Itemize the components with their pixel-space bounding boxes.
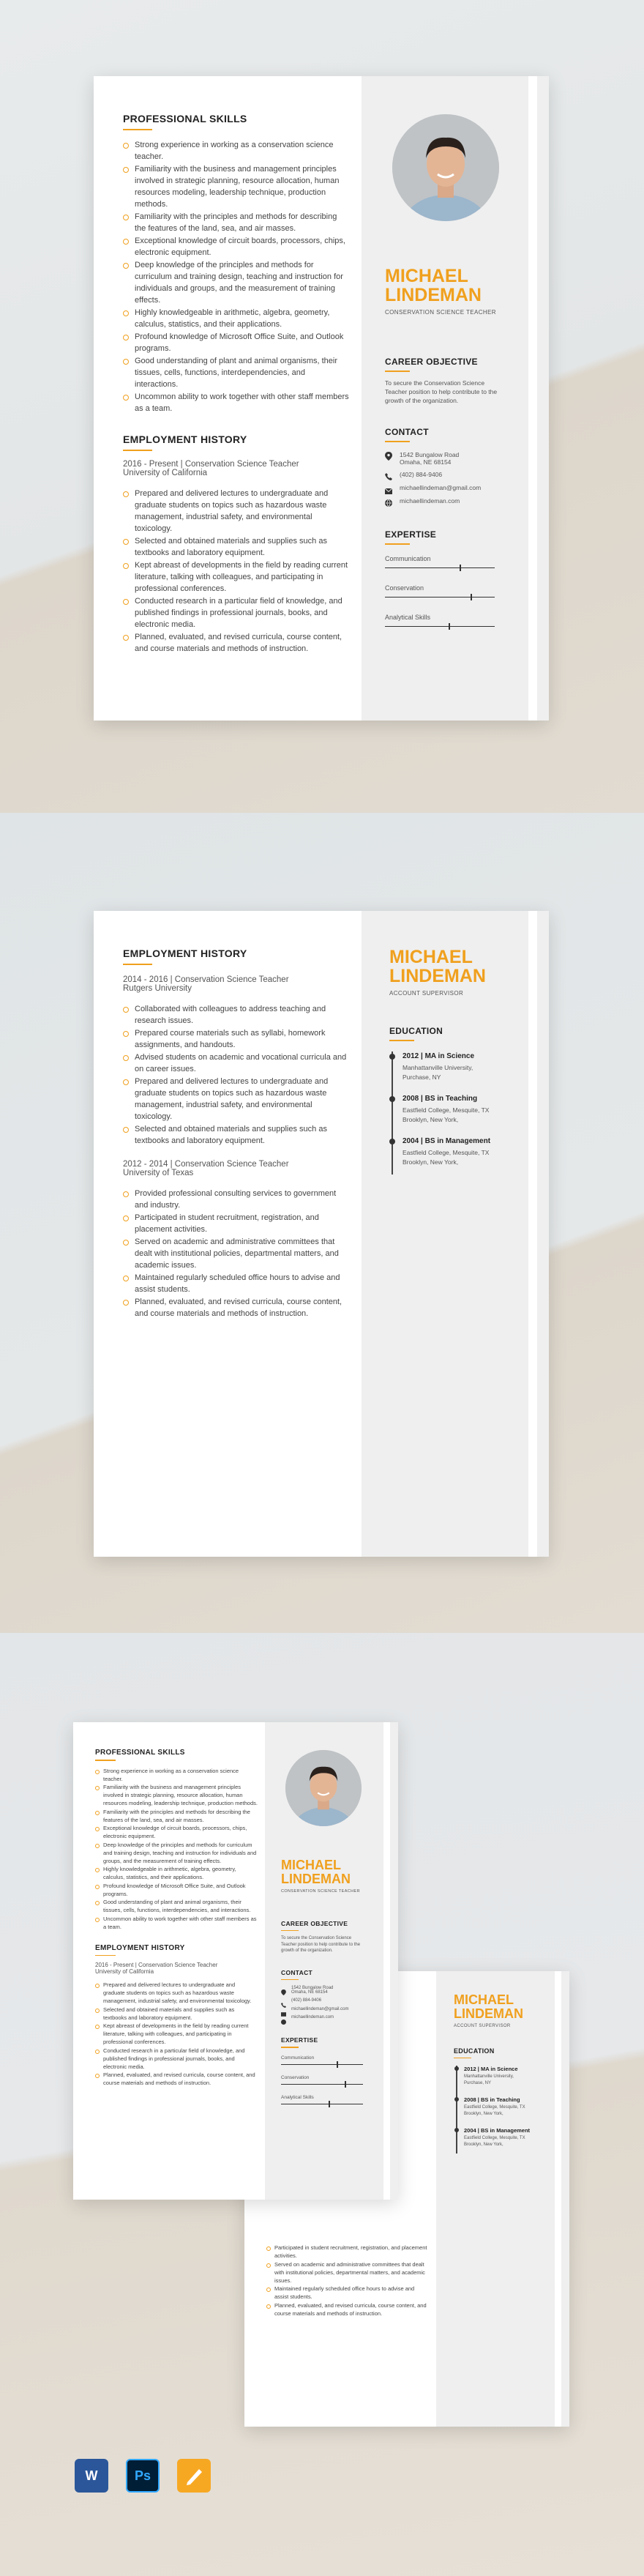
job-bullets [95,1981,258,2087]
employment-heading: EMPLOYMENT HISTORY [95,1943,185,1952]
contact-email [385,484,524,491]
location-pin-icon [385,451,392,460]
job-bullet: Planned, evaluated, and revised curricula, course content, and course materials and methods of instruction. [266,2301,427,2318]
education-place: Brooklyn, New York, [464,2143,503,2148]
education-school: Eastfield College, Mesquite, TX [464,2136,525,2141]
name-first: MICHAEL [389,947,473,967]
objective-rule [385,371,410,372]
job-title: ACCOUNT SUPERVISOR [389,989,464,997]
contact-website [281,2015,381,2020]
job-period: 2016 - Present | Conservation Science Teacher [123,460,299,469]
skill-item: Profound knowledge of Microsoft Office Suite, and Outlook programs. [123,331,350,354]
expertise-level-marker [345,2081,346,2088]
job-bullet: Prepared and delivered lectures to undergraduate and graduate students on topics such as hazardous waste management, industrial safety, and environmental toxicology. [95,1981,258,2005]
expertise-label: Communication [281,2055,315,2061]
skills-heading: PROFESSIONAL SKILLS [123,113,247,124]
education-school: Manhattanville University, [464,2074,514,2080]
phone-text[interactable]: (402) 884-9406 [400,470,443,478]
job-period: 2012 - 2014 | Conservation Science Teacher [123,1160,289,1169]
contact-heading: CONTACT [281,1968,313,1976]
job-period: 2016 - Present | Conservation Science Teacher [95,1962,218,1968]
skill-item: Familiarity with the business and management principles involved in strategic planning, resource allocation, human resources modeling, leadership technique, production methods. [123,163,350,210]
skill-item: Good understanding of plant and animal organisms, their tissues, cells, functions, interdependencies, and interactions. [95,1898,258,1914]
job-org: Rutgers University [123,984,192,993]
skill-item: Familiarity with the principles and methods for describing the features of the land, sea, and air masses. [123,211,350,234]
expertise-item [281,2075,381,2085]
education-item [402,1051,474,1082]
education-degree: 2008 | BS in Teaching [464,2096,520,2104]
education-place: Brooklyn, New York, [464,2112,503,2117]
job-bullet: Selected and obtained materials and supplies such as textbooks and laboratory equipment. [123,1123,350,1147]
skill-item: Good understanding of plant and animal organisms, their tissues, cells, functions, interdependencies, and interactions. [123,355,350,390]
job-bullet: Prepared and delivered lectures to undergraduate and graduate students on topics such as hazardous waste management, industrial safety, and environmental toxicology. [123,1076,350,1123]
skill-item: Highly knowledgeable in arithmetic, algebra, geometry, calculus, statistics, and their applications. [95,1865,258,1881]
skills-list [95,1767,258,1931]
employment-heading: EMPLOYMENT HISTORY [123,433,247,445]
skill-item: Strong experience in working as a conservation science teacher. [123,139,350,163]
email-icon [281,2007,286,2011]
education-timeline [389,1051,528,1179]
address-line-2: Omaha, NE 68154 [400,458,452,466]
education-degree: 2008 | BS in Teaching [402,1094,478,1103]
job-bullet: Selected and obtained materials and supplies such as textbooks and laboratory equipment. [95,2006,258,2022]
education-place: Brooklyn, New York, [402,1115,459,1123]
education-school: Eastfield College, Mesquite, TX [402,1106,490,1114]
objective-heading: CAREER OBJECTIVE [281,1919,348,1927]
education-item [464,2096,525,2118]
job-bullet: Participated in student recruitment, registration, and placement activities. [266,2244,427,2260]
name-first: MICHAEL [385,266,468,286]
phone-icon [385,471,392,478]
name-first: MICHAEL [454,1992,514,2007]
name-last: LINDEMAN [454,2006,523,2021]
skill-item: Exceptional knowledge of circuit boards, processors, chips, electronic equipment. [95,1824,258,1840]
expertise-track [281,2064,363,2065]
education-degree: 2004 | BS in Management [402,1136,491,1145]
address-line-1: 1542 Bungalow Road [291,1986,334,1991]
job-bullet: Planned, evaluated, and revised curricula, course content, and course materials and methods of instruction. [123,1296,350,1319]
person-avatar-icon [285,1750,362,1826]
globe-icon [385,497,392,505]
resume-page-1 [94,76,549,721]
website-text[interactable]: michaellindeman.com [400,496,460,505]
photoshop-icon: Ps [126,2459,160,2493]
skill-item: Highly knowledgeable in arithmetic, algebra, geometry, calculus, statistics, and their applications. [123,307,350,330]
expertise-track [385,597,495,598]
sidebar-stripe [383,1722,390,2200]
education-item [402,1136,490,1167]
skill-item: Deep knowledge of the principles and methods for curriculum and training design, teaching and instruction for individuals and groups, and the measurement of training effects. [123,259,350,306]
job-bullets [266,2244,427,2318]
employment-rule [123,964,152,965]
objective-text: To secure the Conservation Science Teacher position to help contribute to the growth of the organization. [385,379,498,404]
timeline-dot [389,1096,395,1102]
email-icon [385,485,392,491]
address-line-1: 1542 Bungalow Road [400,450,460,458]
job-bullet: Provided professional consulting services to government and industry. [123,1188,350,1211]
education-degree: 2004 | BS in Management [464,2127,531,2134]
education-place: Brooklyn, New York, [402,1158,459,1166]
job-bullet: Prepared course materials such as syllabi, homework assignments, and handouts. [123,1027,350,1051]
education-item [464,2127,530,2148]
job-title: ACCOUNT SUPERVISOR [454,2023,511,2028]
education-school: Manhattanville University, [402,1063,473,1071]
expertise-label: Communication [385,554,431,562]
skill-item: Familiarity with the principles and methods for describing the features of the land, sea, and air masses. [95,1808,258,1824]
resume-page-2 [94,911,549,1557]
timeline-dot [389,1139,395,1144]
email-text[interactable]: michaellindeman@gmail.com [400,483,482,491]
timeline-line [456,2066,457,2154]
job-bullet: Served on academic and administrative committees that dealt with institutional policies, departmental matters, and academic issues. [266,2260,427,2285]
name-last: LINDEMAN [389,966,486,987]
job-org: University of Texas [123,1169,194,1177]
expertise-level-marker [471,594,472,600]
expertise-track [385,626,495,627]
job-title: CONSERVATION SCIENCE TEACHER [281,1888,360,1894]
education-degree: 2012 | MA in Science [402,1051,475,1060]
contact-address [281,1986,381,1995]
skill-item: Exceptional knowledge of circuit boards, processors, chips, electronic equipment. [123,235,350,258]
job-bullet: Advised students on academic and vocational curricula and on career issues. [123,1051,350,1075]
email-text[interactable]: michaellindeman@gmail.com [291,2007,349,2012]
expertise-item [281,2095,381,2104]
name-last: LINDEMAN [281,1871,351,1886]
objective-text: To secure the Conservation Science Teacher position to help contribute to the growth of the organization. [281,1936,361,1954]
employment-heading: EMPLOYMENT HISTORY [123,948,247,959]
expertise-rule [281,2047,299,2048]
expertise-track [385,567,495,568]
job-bullets [123,488,350,655]
expertise-label: Conservation [281,2074,310,2080]
education-item [464,2066,518,2087]
expertise-track [281,2084,363,2085]
employment-rule [95,1955,116,1957]
phone-icon [281,1998,286,2003]
job-bullet: Maintained regularly scheduled office hours to advise and assist students. [123,1272,350,1295]
contact-phone [385,471,524,478]
expertise-heading: EXPERTISE [281,2036,318,2044]
education-item [402,1094,489,1125]
phone-text[interactable]: (402) 884-9406 [291,1998,322,2003]
expertise-list [385,555,524,627]
globe-icon [281,2015,286,2020]
education-rule [454,2058,471,2059]
skills-rule [95,1760,116,1761]
sidebar-stripe [528,911,537,1557]
pages-icon [177,2459,211,2493]
education-place: Purchase, NY [464,2081,492,2086]
contact-address [385,451,524,466]
skill-item: Familiarity with the business and management principles involved in strategic planning, resource allocation, human resources modeling, leadership technique, production methods. [95,1783,258,1807]
timeline-dot [454,2128,459,2132]
education-heading: EDUCATION [454,2047,495,2055]
job-bullet: Planned, evaluated, and revised curricula, course content, and course materials and methods of instruction. [95,2071,258,2087]
skill-item: Uncommon ability to work together with other staff members as a team. [95,1915,258,1931]
app-icons [75,2459,211,2493]
job-bullet: Planned, evaluated, and revised curricula, course content, and course materials and methods of instruction. [123,631,350,655]
timeline-dot [454,2097,459,2102]
contact-email [281,2007,381,2011]
timeline-line [392,1051,393,1175]
job-title: CONSERVATION SCIENCE TEACHER [385,308,496,316]
job-org: University of California [95,1968,154,1975]
contact-rule [281,1979,299,1981]
skill-item: Profound knowledge of Microsoft Office Suite, and Outlook programs. [95,1882,258,1898]
expertise-item [385,614,524,627]
profile-photo [285,1750,362,1826]
person-avatar-icon [392,114,499,221]
name-first: MICHAEL [281,1858,341,1872]
job-bullet: Selected and obtained materials and supplies such as textbooks and laboratory equipment. [123,535,350,559]
mockup-page-1 [73,1722,398,2200]
expertise-level-marker [329,2101,330,2107]
objective-heading: CAREER OBJECTIVE [385,356,478,367]
employment-rule [123,450,152,451]
skill-item: Strong experience in working as a conservation science teacher. [95,1767,258,1783]
expertise-heading: EXPERTISE [385,529,437,540]
skill-item: Deep knowledge of the principles and methods for curriculum and training design, teaching and instruction for individuals and groups, and the measurement of training effects. [95,1841,258,1865]
expertise-item [385,555,524,568]
job-bullet: Conducted research in a particular field of knowledge, and published findings in professional journals, books, and electronic media. [95,2047,258,2071]
contact-phone [281,1998,381,2003]
objective-rule [281,1930,299,1932]
job-bullet: Participated in student recruitment, registration, and placement activities. [123,1212,350,1235]
expertise-item [385,584,524,598]
job-bullet: Maintained regularly scheduled office hours to advise and assist students. [266,2285,427,2301]
education-school: Eastfield College, Mesquite, TX [402,1148,490,1156]
job-bullet: Collaborated with colleagues to address teaching and research issues. [123,1003,350,1027]
skills-heading: PROFESSIONAL SKILLS [95,1749,185,1757]
name-last: LINDEMAN [385,285,482,306]
timeline-dot [454,2066,459,2071]
expertise-list [281,2055,381,2104]
expertise-level-marker [337,2061,338,2068]
location-pin-icon [281,1986,286,1992]
expertise-level-marker [460,565,461,571]
skills-rule [123,129,152,130]
contact-website [385,497,524,505]
job-bullet: Served on academic and administrative committees that dealt with institutional policies, departmental matters, and academic issues. [123,1236,350,1271]
job-bullet: Prepared and delivered lectures to undergraduate and graduate students on topics such as hazardous waste management, industrial safety, and environmental toxicology. [123,488,350,535]
sidebar-stripe [528,76,537,721]
education-rule [389,1040,414,1041]
education-heading: EDUCATION [389,1025,443,1036]
job-bullets [123,1003,350,1147]
contact-heading: CONTACT [385,426,429,437]
website-text[interactable]: michaellindeman.com [291,2015,334,2020]
skill-item: Uncommon ability to work together with other staff members as a team. [123,391,350,414]
expertise-item [281,2055,381,2065]
expertise-label: Analytical Skills [385,613,431,621]
education-degree: 2012 | MA in Science [464,2066,518,2073]
expertise-level-marker [449,623,450,630]
education-school: Eastfield College, Mesquite, TX [464,2105,525,2110]
job-bullets [123,1188,350,1319]
job-bullet: Kept abreast of developments in the field by reading current literature, talking with colleagues, and participating in professional conferences. [95,2022,258,2046]
job-bullet: Conducted research in a particular field of knowledge, and published findings in professional journals, books, and electronic media. [123,595,350,630]
education-timeline [454,2066,556,2158]
job-period: 2014 - 2016 | Conservation Science Teacher [123,975,289,984]
expertise-label: Analytical Skills [281,2094,314,2100]
timeline-dot [389,1054,395,1060]
contact-rule [385,441,410,442]
skills-list [123,139,350,414]
word-icon: W [75,2459,108,2493]
expertise-rule [385,543,410,545]
address-line-2: Omaha, NE 68154 [291,1990,328,1995]
job-org: University of California [123,469,208,477]
education-place: Purchase, NY [402,1073,441,1081]
profile-photo [392,114,499,221]
job-bullet: Kept abreast of developments in the field by reading current literature, talking with colleagues, and participating in professional conferences. [123,559,350,595]
expertise-label: Conservation [385,584,424,592]
